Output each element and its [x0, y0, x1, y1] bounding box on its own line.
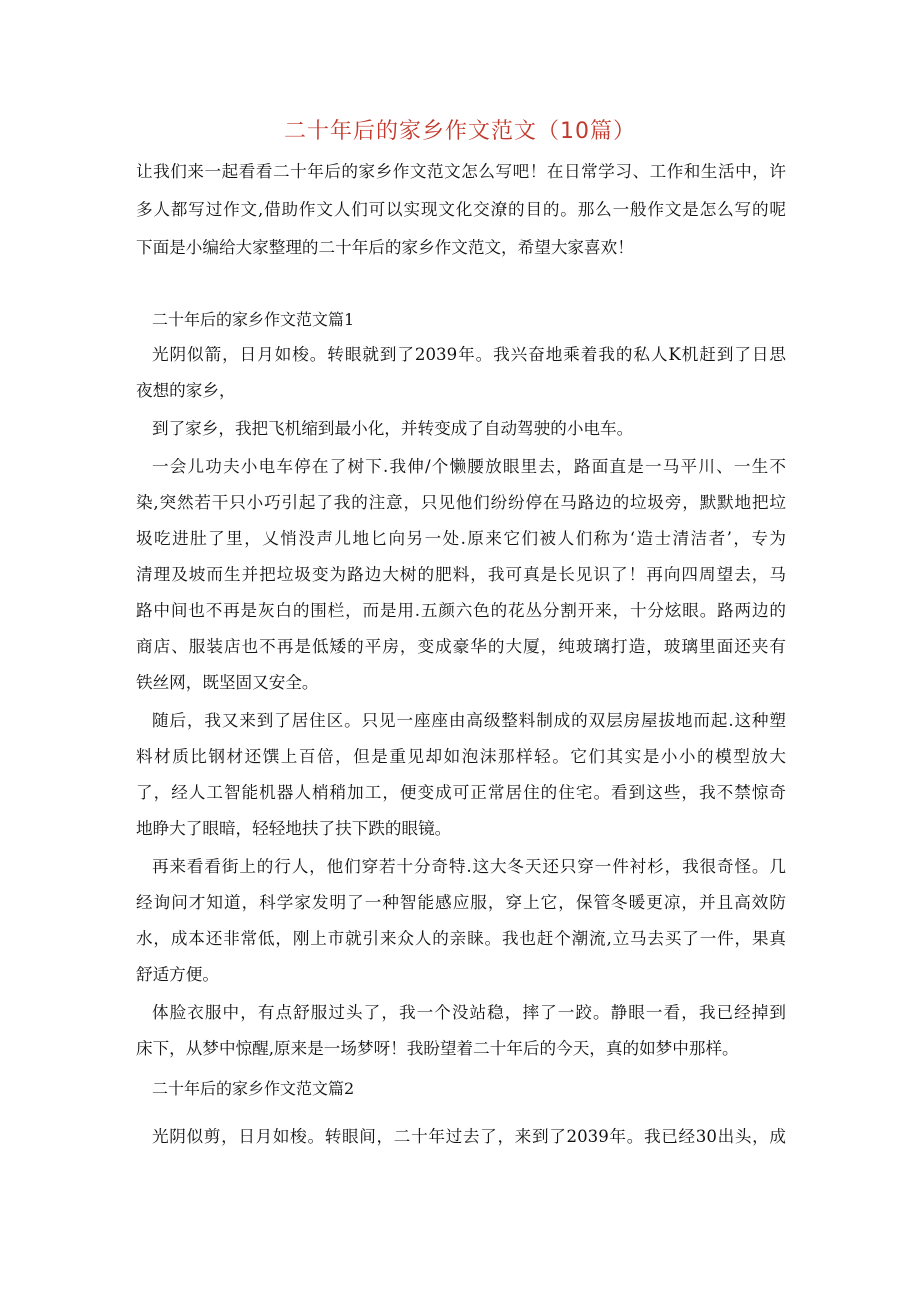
paragraph-line: 染,突然若干只小巧引起了我的注意，只见他们纷纷停在马路边的垃圾旁，默默地把垃 — [136, 493, 786, 512]
paragraph-line: 舒适方便。 — [136, 965, 219, 984]
paragraph-line: 夜想的家乡， — [136, 381, 236, 400]
paragraph-line: 光阴似箭，日月如梭。转眼就到了2039年。我兴奋地乘着我的私人K机赶到了日思 — [152, 345, 786, 364]
paragraph-line: 床下，从梦中惊醒,原来是一场梦呀！我盼望着二十年后的今天，真的如梦中那样。 — [136, 1039, 739, 1058]
intro-line: 下面是小编给大家整理的二十年后的家乡作文范文，希望大家喜欢！ — [136, 238, 634, 257]
paragraph-line: 水，成本还非常低，刚上市就引来众人的亲睐。我也赶个潮流,立马去买了一件，果真 — [136, 929, 786, 948]
paragraph-line: 了，经人工智能机器人梢稍加工，便变成可正常居住的住宅。看到这些，我不禁惊奇 — [136, 783, 786, 802]
paragraph-line: 体脸衣服中，有点舒服过头了，我一个没站稳，摔了一跤。静眼一看，我已经掉到 — [152, 1003, 786, 1022]
document-title: 二十年后的家乡作文范文（10篇） — [284, 119, 636, 144]
paragraph-line: 一会儿功夫小电车停在了树下.我伸/个懒腰放眼里去，路面直是一马平川、一生不 — [152, 457, 786, 476]
intro-line: 让我们来一起看看二十年后的家乡作文范文怎么写吧！在日常学习、工作和生活中，许 — [136, 162, 786, 181]
paragraph-line: 路中间也不再是灰白的围栏，而是用.五颜六色的花丛分割开来，十分炫眼。路两边的 — [136, 601, 786, 620]
paragraph-line: 清理及坡而生并把垃圾变为路边大树的肥料，我可真是长见识了！再向四周望去，马 — [136, 565, 786, 584]
intro-line: 多人都写过作文,借助作文人们可以实现文化交潦的目的。那么一般作文是怎么写的呢 — [136, 200, 786, 219]
paragraph-line: 到了家乡，我把飞机缩到最小化，并转变成了自动驾驶的小电车。 — [152, 419, 634, 438]
paragraph-line: 经询问才知道，科学家发明了一种智能感应服，穿上它，保管冬暖更凉，并且高效防 — [136, 893, 786, 912]
paragraph-line: 圾吃进肚了里，乂悄没声儿地匕向另一处.原来它们被人们称为‘造士清洁者’，专为 — [136, 529, 786, 548]
paragraph-line: 地睁大了眼暗，轻轻地扶了扶下跌的眼镜。 — [136, 819, 452, 838]
essay2-heading: 二十年后的家乡作文范文篇2 — [152, 1079, 355, 1098]
essay1-heading: 二十年后的家乡作文范文篇1 — [152, 310, 355, 329]
paragraph-line: 商店、服装店也不再是低矮的平房，变成豪华的大厦，纯玻璃打造，玻璃里面还夹有 — [136, 637, 786, 656]
paragraph-line: 随后，我又来到了居住区。只见一座座由高级整料制成的双层房屋拔地而起.这种塑 — [152, 711, 786, 730]
paragraph-line: 再来看看街上的行人，他们穿若十分奇特.这大冬天还只穿一件衬杉，我很奇怪。几 — [152, 857, 786, 876]
paragraph-line: 铁丝网，既坚固又安全。 — [136, 673, 319, 692]
paragraph-line: 光阴似剪，日月如梭。转眼间，二十年过去了，来到了2039年。我已经30出头，成 — [152, 1127, 786, 1146]
paragraph-line: 料材质比钢材还馔上百倍，但是重见却如泡沫那样轻。它们其实是小小的模型放大 — [136, 747, 786, 766]
